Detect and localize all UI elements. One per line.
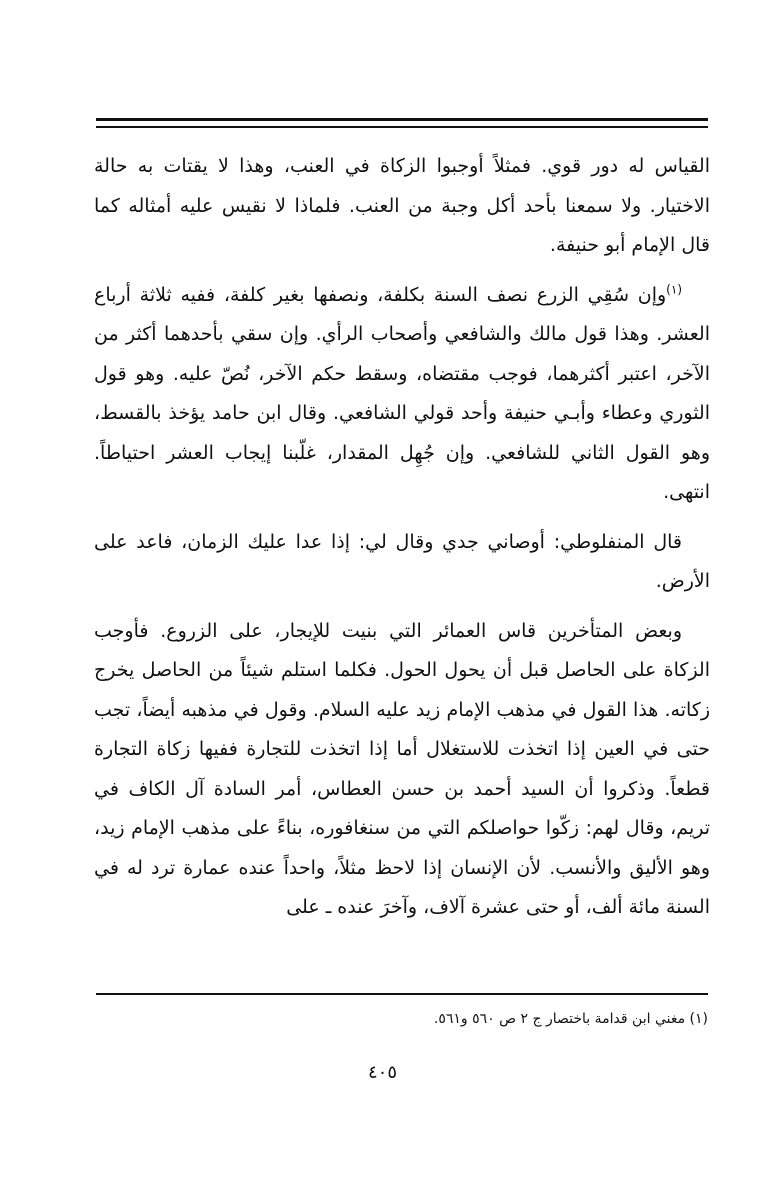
paragraph-4: وبعض المتأخرين قاس العمائر التي بنيت للإيجار، على الزروع. فأوجب الزكاة على الحاصل قبل أن يحول الحول. فكلما استلم شيئاً من الحاصل يخرج زكاته. هذا القول في مذهب الإمام زيد عليه السلام. وقول في مذهبه أيضاً، تجب حتى في العين إذا اتخذت للاستغلال أما إذا اتخذت للتجارة ففيها زكاة التجارة قطعاً. وذكروا أن السيد أحمد بن حسن العطاس، أمر السادة آل الكاف في تريم، وقال لهم: زكّوا حواصلكم التي من سنغافوره، بناءً على مذهب الإمام زيد، وهو الأليق والأنسب. لأن الإنسان إذا لاحظ مثلاً، واحداً عنده عمارة ترد له في السنة مائة ألف، أو حتى عشرة آلاف، وآخرَ عنده ـ على (94, 619, 710, 918)
page-number: ٤٠٥ (367, 1062, 397, 1083)
footnote: (١) مغني ابن قدامة باختصار ج ٢ ص ٥٦٠ و٥٦١. (433, 1011, 708, 1027)
paragraph-2 (94, 276, 710, 513)
footnote-marker: (١) (666, 282, 682, 297)
paragraph-1: القياس له دور قوي. فمثلاً أوجبوا الزكاة في العنب، وهذا لا يقتات به حالة الاختيار. ولا سمعنا بأحد أكل وجبة من العنب. فلماذا لا نقيس عليه أمثاله كما قال الإمام أبو حنيفة. (94, 155, 710, 256)
paragraph-2-text: وإن سُقِي الزرع نصف السنة بكلفة، ونصفها بغير كلفة، ففيه ثلاثة أرباع العشر. وهذا قول مالك والشافعي وأصحاب الرأي. وإن سقي بأحدهما أكثر من الآخر، اعتبر أكثرهما، فوجب مقتضاه، وسقط حكم الآخر، نُصّ عليه. وهو قول الثوري وعطاء وأبـي حنيفة وأحد قولي الشافعي. وقال ابن حامد يؤخذ بالقسط، وهو القول الثاني للشافعي. وإن جُهِل المقدار، غلّبنا إيجاب العشر احتياطاً. انتهى. (94, 283, 710, 503)
header-rule-thick (96, 118, 708, 121)
paragraph-3: قال المنفلوطي: أوصاني جدي وقال لي: إذا عدا عليك الزمان، فاعد على الأرض. (94, 530, 710, 592)
footnote-rule (96, 993, 708, 995)
header-rule-thin (96, 126, 708, 128)
main-text (94, 147, 710, 938)
